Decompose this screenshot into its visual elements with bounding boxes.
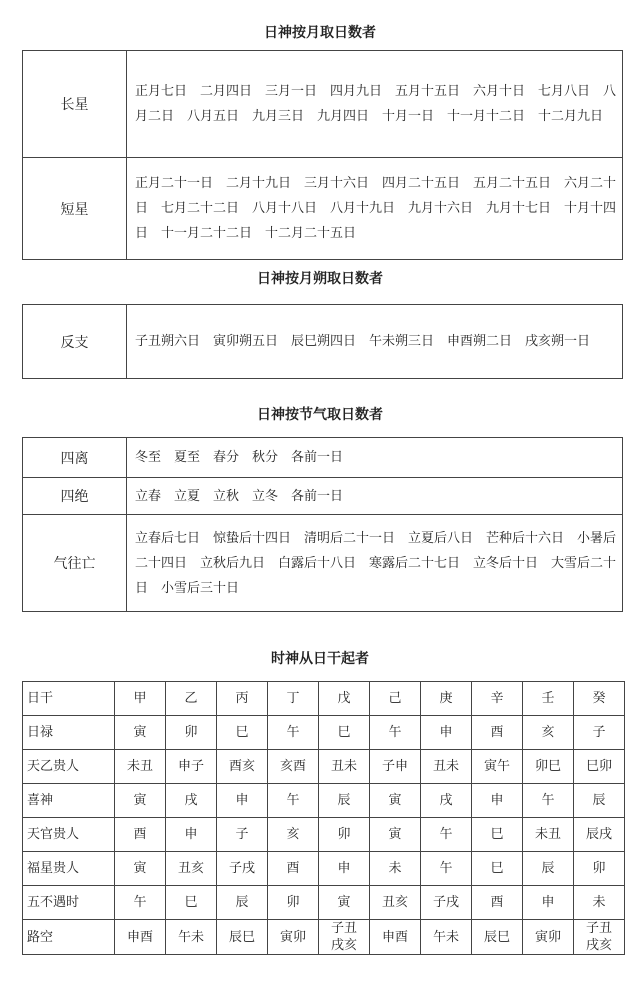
row-content: 冬至 夏至 春分 秋分 各前一日 [127,438,623,478]
table-cell: 寅 [370,818,421,852]
row-label: 五不遇时 [23,886,115,920]
table-row [23,852,625,886]
row-content: 子丑朔六日 寅卯朔五日 辰巳朔四日 午未朔三日 申酉朔二日 戌亥朔一日 [127,305,623,379]
table-cell: 未丑 [523,818,574,852]
table-cell: 午未 [166,920,217,955]
table-row [23,920,625,955]
table-cell: 酉亥 [217,750,268,784]
row-label: 长星 [23,51,127,158]
cell-line: 子丑 [330,921,357,936]
table-cell: 巳 [166,886,217,920]
table-cell: 申 [166,818,217,852]
table-row [23,51,623,158]
row-content: 正月七日 二月四日 三月一日 四月九日 五月十五日 六月十日 七月八日 八月二日 八月五日 九月三日 九月四日 十月一日 十一月十二日 十二月九日 [127,51,623,158]
row-label: 天乙贵人 [23,750,115,784]
table-cell: 子戌 [421,886,472,920]
table-cell: 壬 [523,682,574,716]
table-cell: 卯 [166,716,217,750]
table-cell: 亥酉 [268,750,319,784]
row-label: 四离 [23,438,127,478]
table-cell: 卯 [574,852,625,886]
cell-line: 戌亥 [585,938,612,953]
table-cell: 酉 [268,852,319,886]
table-cell: 寅 [115,716,166,750]
row-label: 反支 [23,305,127,379]
table-cell: 巳卯 [574,750,625,784]
row-label: 日干 [23,682,115,716]
table-cell: 亥 [523,716,574,750]
table-cell: 未丑 [115,750,166,784]
table-cell: 辰 [574,784,625,818]
table-cell: 午 [115,886,166,920]
row-label: 天官贵人 [23,818,115,852]
table-cell: 辰 [319,784,370,818]
table-cell: 酉 [115,818,166,852]
table-cell: 午 [370,716,421,750]
table-cell: 寅 [115,784,166,818]
table-cell: 子 [217,818,268,852]
table-row [23,158,623,260]
row-content: 立春后七日 惊蛰后十四日 清明后二十一日 立夏后八日 芒种后十六日 小暑后二十四日 立秋后九日 白露后十八日 寒露后二十七日 立冬后十日 大雪后二十日 小雪后三十日 [127,515,623,612]
table-cell: 午 [268,716,319,750]
table-cell: 申子 [166,750,217,784]
row-label: 福星贵人 [23,852,115,886]
table-cell: 寅 [115,852,166,886]
table-cell: 寅卯 [268,920,319,955]
table-cell: 寅 [319,886,370,920]
solar-term-table [22,437,623,612]
row-content: 正月二十一日 二月十九日 三月十六日 四月二十五日 五月二十五日 六月二十日 七月二十二日 八月十八日 八月十九日 九月十六日 九月十七日 十月十四日 十一月二十二日 十二月二十五日 [127,158,623,260]
row-label: 四绝 [23,478,127,515]
table-cell: 庚 [421,682,472,716]
table-cell: 申 [421,716,472,750]
row-label: 日禄 [23,716,115,750]
table-cell: 午 [421,818,472,852]
table-cell: 午未 [421,920,472,955]
table-cell: 午 [421,852,472,886]
table-cell: 未 [370,852,421,886]
table-cell: 午 [268,784,319,818]
table-cell: 丁 [268,682,319,716]
row-label: 气往亡 [23,515,127,612]
table-cell: 辛 [472,682,523,716]
table-cell: 卯巳 [523,750,574,784]
table-row [23,784,625,818]
table-row [23,886,625,920]
table-cell: 卯 [268,886,319,920]
table-cell [574,920,625,955]
table-row [23,515,623,612]
table-cell: 丑未 [319,750,370,784]
cell-line: 戌亥 [330,938,357,953]
month-day-table [22,50,623,260]
table-cell: 未 [574,886,625,920]
table-cell: 辰巳 [217,920,268,955]
table-cell: 巳 [472,852,523,886]
section-title-3: 日神按节气取日数者 [257,407,383,423]
table-cell: 巳 [472,818,523,852]
table-cell: 申 [217,784,268,818]
table-cell: 亥 [268,818,319,852]
section-title-4: 时神从日干起者 [271,651,369,667]
table-cell: 甲 [115,682,166,716]
table-cell: 丑未 [421,750,472,784]
table-cell: 戌 [166,784,217,818]
table-cell: 辰戌 [574,818,625,852]
table-cell: 寅午 [472,750,523,784]
table-row [23,438,623,478]
table-cell: 丑亥 [166,852,217,886]
table-cell: 午 [523,784,574,818]
new-moon-table [22,304,623,379]
table-cell: 申酉 [370,920,421,955]
table-cell: 申 [523,886,574,920]
table-cell: 己 [370,682,421,716]
table-cell: 乙 [166,682,217,716]
table-cell: 申酉 [115,920,166,955]
cell-line: 子丑 [585,921,612,936]
table-cell: 子戌 [217,852,268,886]
table-cell: 酉 [472,716,523,750]
table-cell: 卯 [319,818,370,852]
table-cell: 巳 [319,716,370,750]
row-label: 短星 [23,158,127,260]
row-label: 路空 [23,920,115,955]
day-stem-hour-table [22,681,625,955]
table-cell: 丙 [217,682,268,716]
row-label: 喜神 [23,784,115,818]
table-row [23,305,623,379]
table-cell: 寅 [370,784,421,818]
table-row [23,818,625,852]
table-cell: 寅卯 [523,920,574,955]
table-cell: 子申 [370,750,421,784]
table-row [23,716,625,750]
table-cell: 申 [472,784,523,818]
table-cell: 戌 [421,784,472,818]
section-title-2: 日神按月朔取日数者 [257,271,383,287]
table-cell: 戊 [319,682,370,716]
table-cell: 辰巳 [472,920,523,955]
table-cell: 酉 [472,886,523,920]
table-cell: 巳 [217,716,268,750]
section-title-1: 日神按月取日数者 [264,25,376,41]
table-cell: 辰 [217,886,268,920]
table-row [23,682,625,716]
table-row [23,750,625,784]
table-cell: 丑亥 [370,886,421,920]
table-cell: 子 [574,716,625,750]
table-cell: 申 [319,852,370,886]
table-row [23,478,623,515]
row-content: 立春 立夏 立秋 立冬 各前一日 [127,478,623,515]
table-cell [319,920,370,955]
table-cell: 辰 [523,852,574,886]
table-cell: 癸 [574,682,625,716]
